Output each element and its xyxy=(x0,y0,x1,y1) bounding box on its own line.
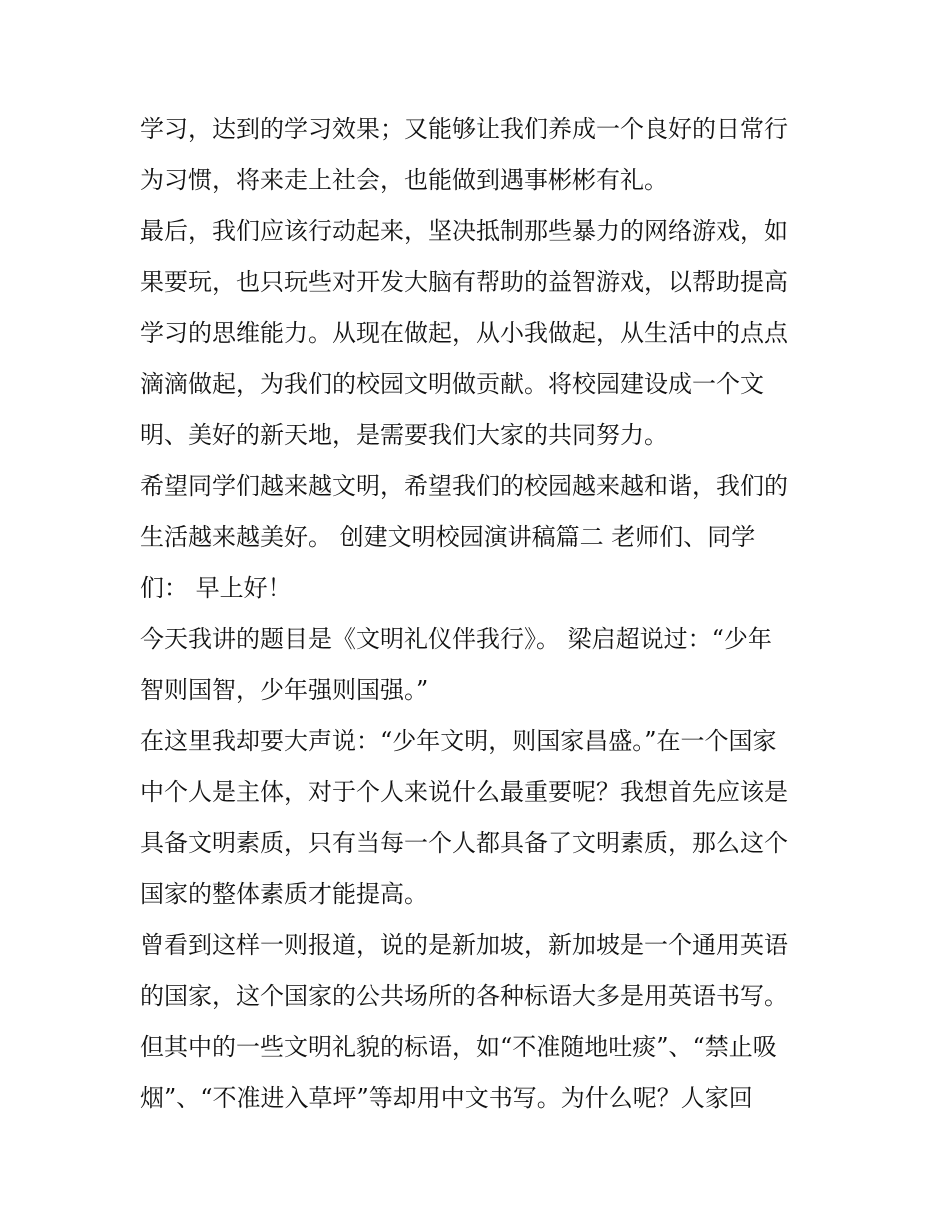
text-line-12: 智则国智，少年强则国强。” xyxy=(140,676,429,704)
text-line-20: 烟”、“不准进入草坪”等却用中文书写。为什么呢？人家回 xyxy=(140,1084,753,1112)
text-line-3: 最后，我们应该行动起来，坚决抵制那些暴力的网络游戏，如 xyxy=(140,217,788,245)
text-line-9: 生活越来越美好。 创建文明校园演讲稿篇二 老师们、同学 xyxy=(140,523,756,551)
text-line-15: 具备文明素质，只有当每一个人都具备了文明素质，那么这个 xyxy=(140,829,788,857)
text-line-14: 中个人是主体，对于个人来说什么最重要呢？我想首先应该是 xyxy=(140,778,788,806)
text-line-1: 学习，达到的学习效果；又能够让我们养成一个良好的日常行 xyxy=(140,115,788,143)
text-line-10: 们： 早上好！ xyxy=(140,574,292,602)
text-line-4: 果要玩，也只玩些对开发大脑有帮助的益智游戏，以帮助提高 xyxy=(140,268,788,296)
text-line-7: 明、美好的新天地，是需要我们大家的共同努力。 xyxy=(140,421,668,449)
body-text xyxy=(140,104,830,1124)
text-line-18: 的国家，这个国家的公共场所的各种标语大多是用英语书写。 xyxy=(140,982,788,1010)
text-line-2: 为习惯，将来走上社会，也能做到遇事彬彬有礼。 xyxy=(140,166,668,194)
text-line-6: 滴滴做起，为我们的校园文明做贡献。将校园建设成一个文 xyxy=(140,370,764,398)
text-line-5: 学习的思维能力。从现在做起，从小我做起，从生活中的点点 xyxy=(140,319,788,347)
text-line-8: 希望同学们越来越文明，希望我们的校园越来越和谐，我们的 xyxy=(140,472,788,500)
text-line-17: 曾看到这样一则报道，说的是新加坡，新加坡是一个通用英语 xyxy=(140,931,788,959)
text-line-11: 今天我讲的题目是《文明礼仪伴我行》。 梁启超说过：“少年 xyxy=(140,625,772,653)
text-line-16: 国家的整体素质才能提高。 xyxy=(140,880,428,908)
text-line-13: 在这里我却要大声说：“少年文明，则国家昌盛。”在一个国家 xyxy=(140,727,777,755)
text-line-19: 但其中的一些文明礼貌的标语，如“不准随地吐痰”、“禁止吸 xyxy=(140,1033,777,1061)
